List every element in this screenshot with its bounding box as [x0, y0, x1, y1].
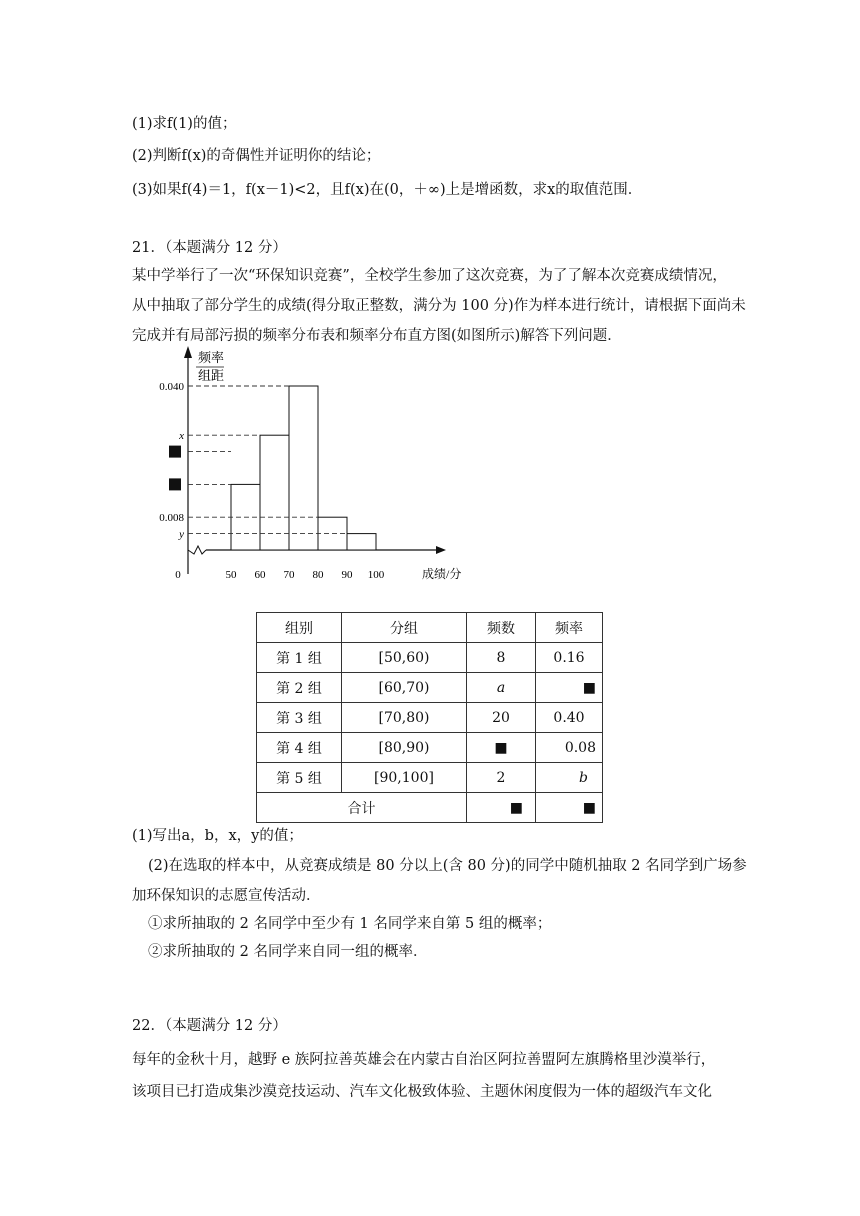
histogram-bar	[289, 386, 318, 550]
x-tick-label: 70	[283, 569, 295, 581]
cell-range: [60,70)	[342, 673, 467, 703]
table-row	[257, 643, 603, 673]
q22-body-line1: 每年的金秋十月，越野 e 族阿拉善英雄会在内蒙古自治区阿拉善盟阿左旗腾格里沙漠举行，	[132, 1052, 716, 1068]
y-tick-label: 0.040	[159, 381, 184, 393]
cell-freq: 0.40	[536, 703, 603, 733]
q21-sub2-line1: (2)在选取的样本中，从竞赛成绩是 80 分以上(含 80 分)的同学中随机抽取 2 名同学到广场参	[148, 858, 747, 874]
cell-count: 2	[467, 763, 536, 793]
blotted-tick-label	[169, 446, 181, 458]
table-header-row	[257, 613, 603, 643]
table-row	[257, 733, 603, 763]
frequency-table	[256, 612, 603, 823]
x-axis-label: 成绩/分	[422, 567, 462, 581]
cell-group: 第 2 组	[257, 673, 342, 703]
q21-header: 21．（本题满分 12 分）	[132, 240, 287, 256]
table-row	[257, 673, 603, 703]
table-total-row	[257, 793, 603, 823]
y-tick-label: x	[179, 430, 184, 443]
blotted-tick-label	[169, 478, 181, 490]
table-row	[257, 763, 603, 793]
y-tick-label: y	[179, 528, 184, 541]
cell-count: a	[467, 673, 536, 703]
x-tick-label: 80	[312, 569, 324, 581]
frequency-histogram	[140, 340, 480, 590]
cell-freq: ■	[536, 673, 603, 703]
cell-count: 8	[467, 643, 536, 673]
cell-group: 第 5 组	[257, 763, 342, 793]
cell-count: ■	[467, 733, 536, 763]
cell-group: 第 1 组	[257, 643, 342, 673]
q21-body-line2: 从中抽取了部分学生的成绩(得分取正整数，满分为 100 分)作为样本进行统计，请根据下面尚未	[132, 298, 746, 314]
cell-freq: 0.08	[536, 733, 603, 763]
x-tick-label: 50	[225, 569, 237, 581]
y-axis-label-bottom: 组距	[198, 368, 225, 383]
q21-sub1: (1)写出a，b，x，y的值；	[132, 828, 303, 844]
cell-count: 20	[467, 703, 536, 733]
cell-group: 第 4 组	[257, 733, 342, 763]
cell-freq: b	[536, 763, 603, 793]
th-count: 频数	[467, 613, 536, 643]
q21-sub2-item2: ②求所抽取的 2 名同学来自同一组的概率．	[148, 944, 428, 960]
y-axis-label-top: 频率	[198, 350, 225, 365]
q21-sub2-item1: ①求所抽取的 2 名同学中至少有 1 名同学来自第 5 组的概率；	[148, 916, 552, 932]
th-range: 分组	[342, 613, 467, 643]
cell-range: [70,80)	[342, 703, 467, 733]
q20-part3: (3)如果f(4)＝1，f(x－1)<2，且f(x)在(0，＋∞)上是增函数，求x的取值范围．	[132, 182, 643, 198]
th-group: 组别	[257, 613, 342, 643]
q22-header: 22．（本题满分 12 分）	[132, 1018, 287, 1034]
q20-part2: (2)判断f(x)的奇偶性并证明你的结论；	[132, 148, 381, 164]
th-freq: 频率	[536, 613, 603, 643]
q20-part1: (1)求f(1)的值；	[132, 116, 237, 132]
x-tick-label: 60	[254, 569, 266, 581]
total-label: 合计	[257, 793, 467, 823]
total-count: ■	[467, 793, 536, 823]
x-tick-label: 0	[175, 569, 181, 581]
cell-range: [50,60)	[342, 643, 467, 673]
cell-freq: 0.16	[536, 643, 603, 673]
histogram-bar	[260, 435, 289, 550]
table-row	[257, 703, 603, 733]
q21-sub2-line2: 加环保知识的志愿宣传活动．	[132, 888, 321, 904]
cell-range: [90,100]	[342, 763, 467, 793]
q22-body-line2: 该项目已打造成集沙漠竞技运动、汽车文化极致体验、主题休闲度假为一体的超级汽车文化	[132, 1084, 712, 1100]
cell-group: 第 3 组	[257, 703, 342, 733]
total-freq: ■	[536, 793, 603, 823]
q21-body-line1: 某中学举行了一次“环保知识竞赛”，全校学生参加了这次竞赛，为了了解本次竞赛成绩情况，	[132, 268, 727, 284]
q21-body-line3: 完成并有局部污损的频率分布表和频率分布直方图(如图所示)解答下列问题．	[132, 328, 622, 344]
x-tick-label: 90	[341, 569, 353, 581]
histogram-bar	[347, 534, 376, 550]
cell-range: [80,90)	[342, 733, 467, 763]
x-tick-label: 100	[367, 569, 385, 581]
y-tick-label: 0.008	[159, 512, 184, 525]
